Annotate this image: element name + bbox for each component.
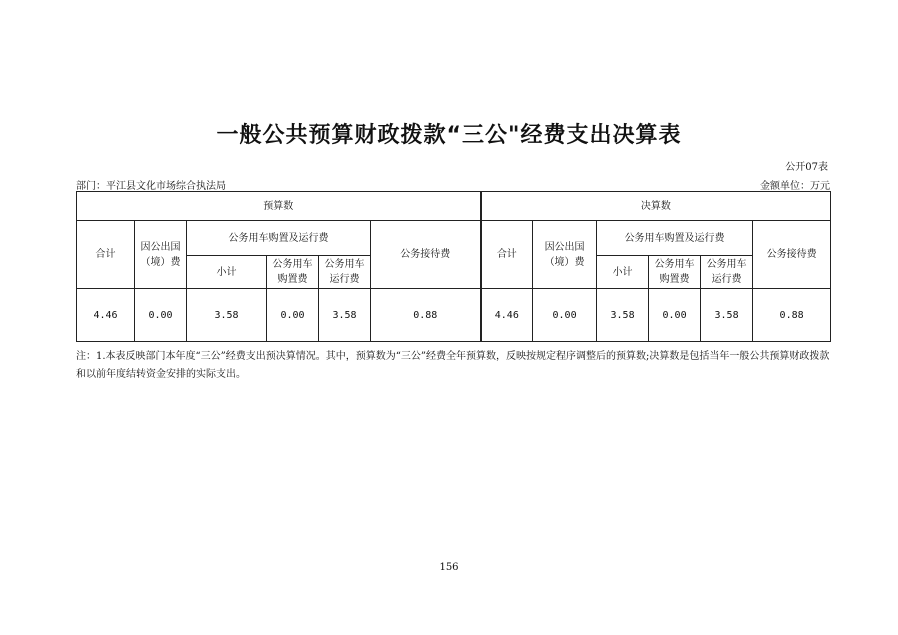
- budget-vehicle-group-header: 公务用车购置及运行费: [187, 221, 371, 256]
- table-footnote: 注：1.本表反映部门本年度“三公”经费支出预决算情况。其中，预算数为“三公”经费全年预算数，反映按规定程序调整后的预算数;决算数是包括当年一般公共预算财政拨款和以前年度结转资金安排的实际支出。: [76, 351, 830, 380]
- final-vehicle-operation-value: 3.58: [701, 289, 753, 342]
- final-overseas-value: 0.00: [533, 289, 597, 342]
- budget-group-header: 预算数: [77, 192, 481, 221]
- group-header-row: [77, 192, 831, 221]
- final-overseas-header: 因公出国（境）费: [533, 221, 597, 289]
- final-reception-value: 0.88: [753, 289, 831, 342]
- budget-vehicle-operation-header: 公务用车运行费: [319, 256, 371, 289]
- final-group-header: 决算数: [481, 192, 831, 221]
- budget-total-header: 合计: [77, 221, 135, 289]
- final-total-header: 合计: [481, 221, 533, 289]
- budget-reception-value: 0.88: [371, 289, 481, 342]
- three-public-expenses-table: [76, 191, 831, 342]
- final-vehicle-group-header: 公务用车购置及运行费: [597, 221, 753, 256]
- final-subtotal-value: 3.58: [597, 289, 649, 342]
- budget-vehicle-purchase-value: 0.00: [267, 289, 319, 342]
- page-title: 一般公共预算财政拨款“三公"经费支出决算表: [216, 123, 682, 148]
- final-subtotal-header: 小计: [597, 256, 649, 289]
- page-number: 156: [439, 562, 459, 573]
- budget-overseas-header: 因公出国（境）费: [135, 221, 187, 289]
- budget-overseas-value: 0.00: [135, 289, 187, 342]
- budget-subtotal-header: 小计: [187, 256, 267, 289]
- department-label: 部门：平江县文化市场综合执法局: [76, 181, 226, 192]
- budget-reception-header: 公务接待费: [371, 221, 481, 289]
- table-row: [77, 289, 831, 342]
- amount-unit-label: 金额单位：万元: [760, 181, 830, 192]
- budget-subtotal-value: 3.58: [187, 289, 267, 342]
- final-vehicle-purchase-value: 0.00: [649, 289, 701, 342]
- budget-vehicle-purchase-header: 公务用车购置费: [267, 256, 319, 289]
- column-header-row: [77, 221, 831, 256]
- final-vehicle-operation-header: 公务用车运行费: [701, 256, 753, 289]
- budget-total-value: 4.46: [77, 289, 135, 342]
- final-reception-header: 公务接待费: [753, 221, 831, 289]
- final-total-value: 4.46: [481, 289, 533, 342]
- budget-vehicle-operation-value: 3.58: [319, 289, 371, 342]
- final-vehicle-purchase-header: 公务用车购置费: [649, 256, 701, 289]
- form-code: 公开07表: [785, 162, 828, 173]
